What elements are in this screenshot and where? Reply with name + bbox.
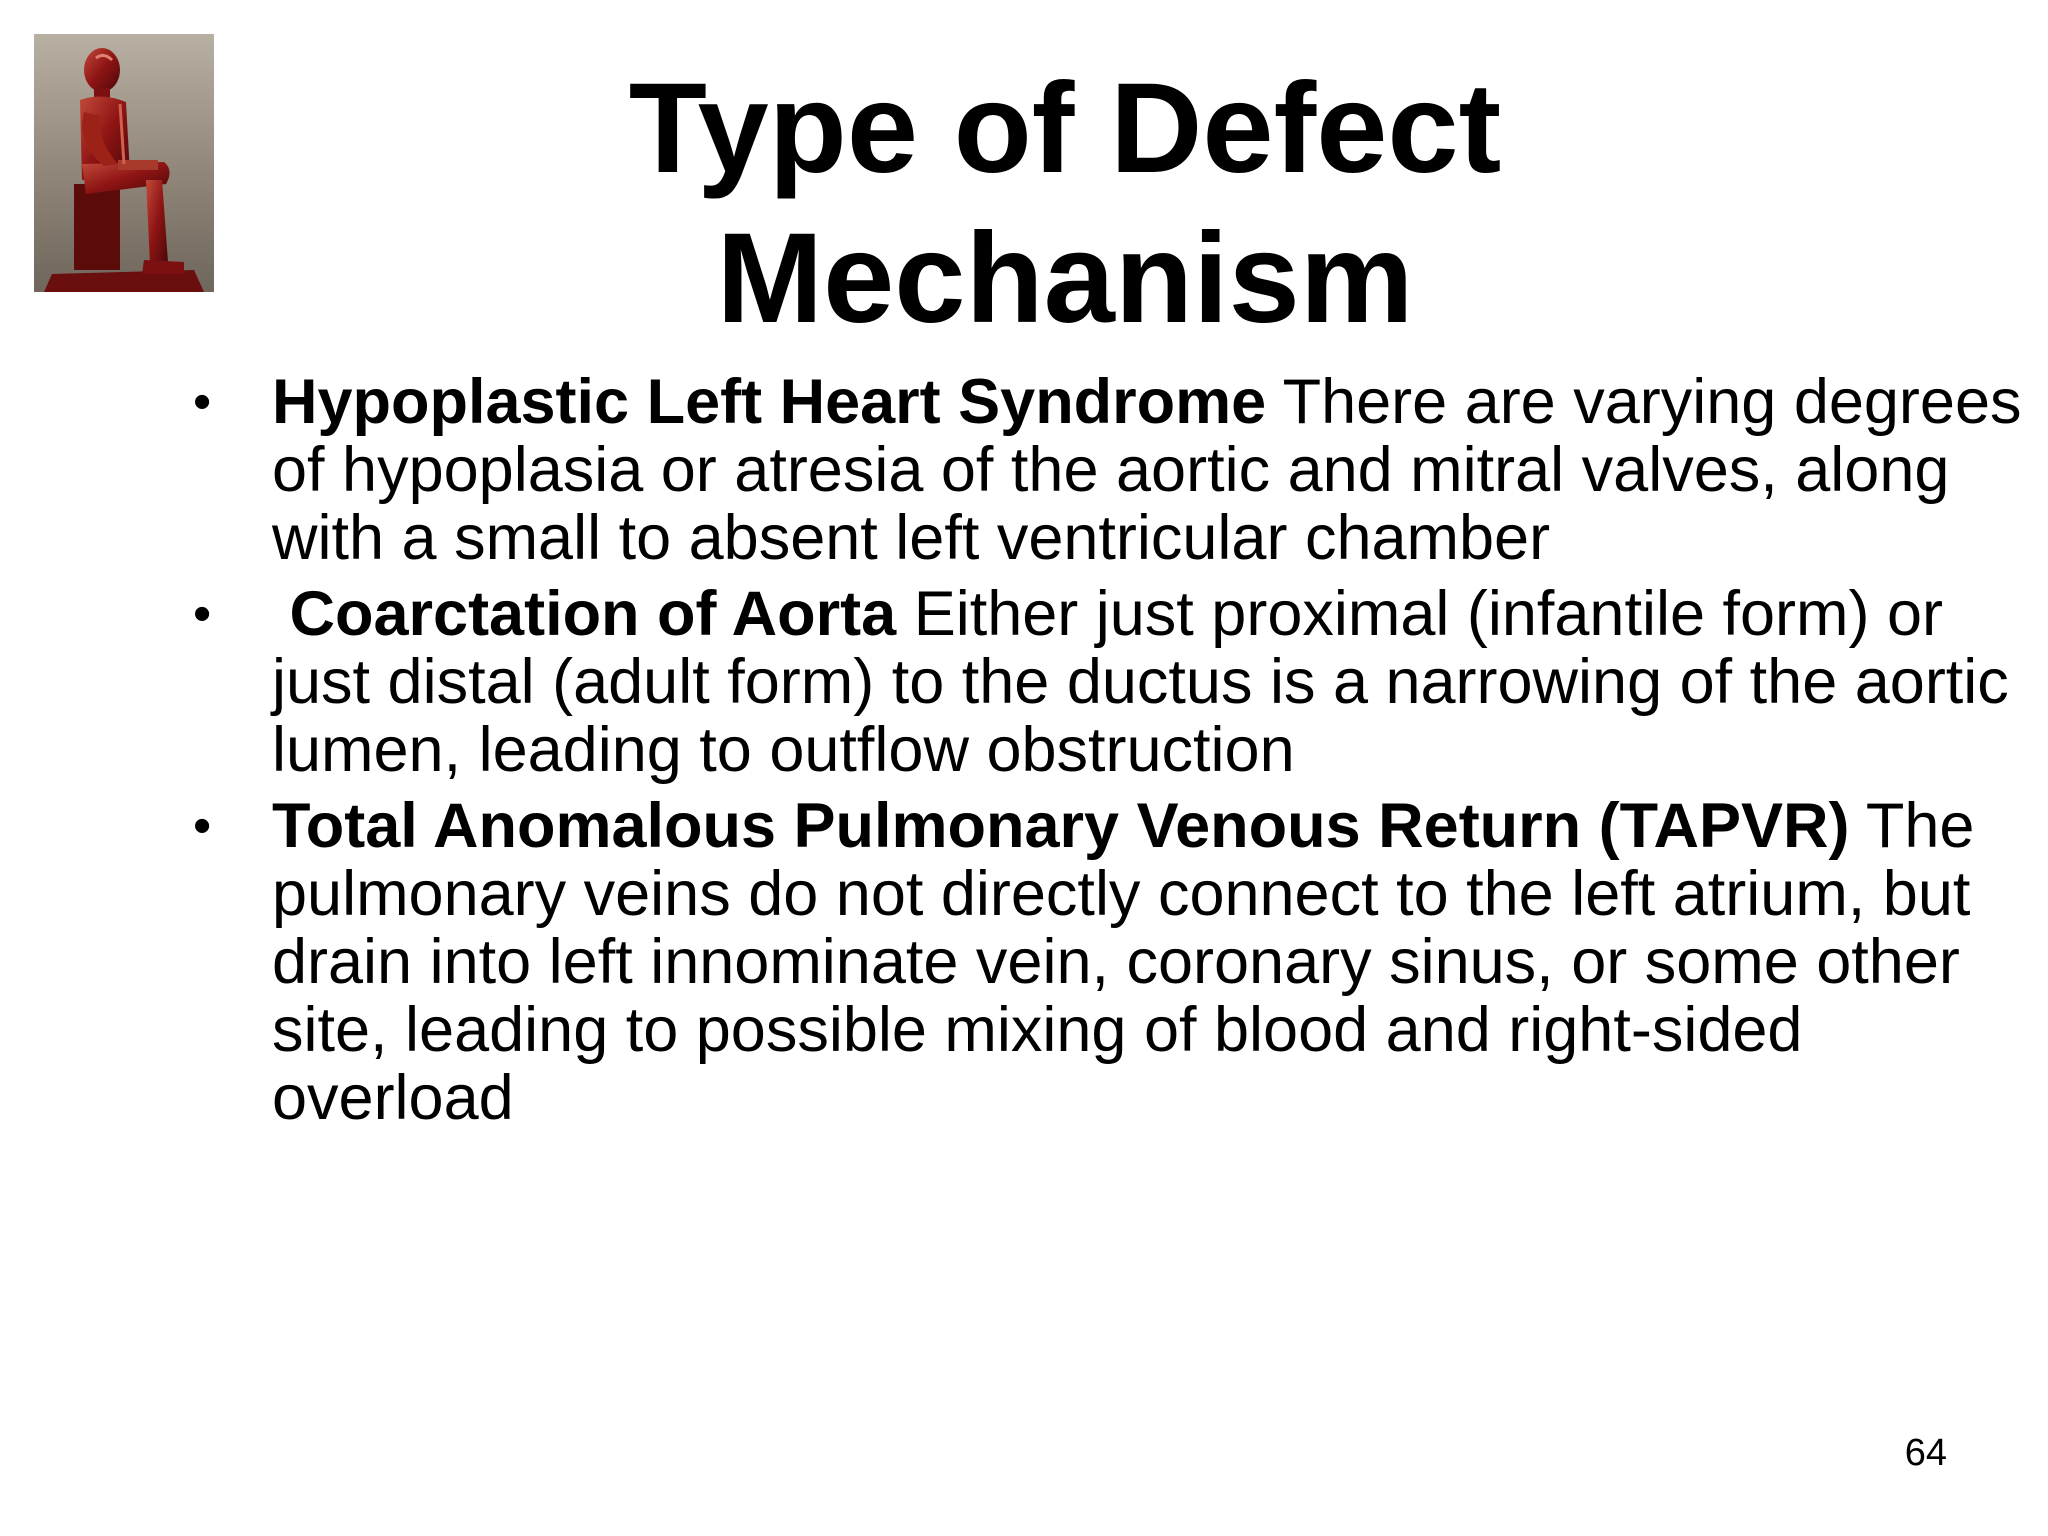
seated-statue-image — [34, 34, 214, 292]
bullet-text: Either just proximal (infantile form) or just distal (adult form) to the ductus is a narrowing of the aortic lumen, leading to outflow obstruction — [272, 579, 2009, 785]
bullet-text: The pulmonary veins do not directly connect to the left atrium, but drain into left innominate vein, coronary sinus, or some other site, leading to possible mixing of blood and right-sided overload — [272, 791, 1975, 1133]
bullet-term: Coarctation of Aorta — [272, 579, 897, 649]
title-line-1: Type of Defect — [628, 57, 1502, 200]
bullet-term: Hypoplastic Left Heart Syndrome — [272, 367, 1267, 437]
bullet-text: There are varying degrees of hypoplasia or atresia of the aortic and mitral valves, along with a small to absent left ventricular chamber — [272, 367, 2022, 573]
page-number: 64 — [1904, 1432, 1947, 1474]
bullet-dot-icon: • — [193, 797, 212, 855]
bullet-term: Total Anomalous Pulmonary Venous Return (TAPVR) — [272, 791, 1850, 861]
slide-title — [230, 54, 1900, 354]
bullet-item-hlhs — [185, 368, 2025, 572]
bullet-list — [185, 368, 2025, 1140]
bullet-dot-icon: • — [193, 585, 212, 643]
statue-photo — [34, 34, 214, 292]
bullet-item-coarctation — [185, 580, 2025, 784]
bullet-dot-icon: • — [193, 373, 212, 431]
title-line-2: Mechanism — [716, 207, 1414, 350]
bullet-item-tapvr — [185, 792, 2025, 1132]
